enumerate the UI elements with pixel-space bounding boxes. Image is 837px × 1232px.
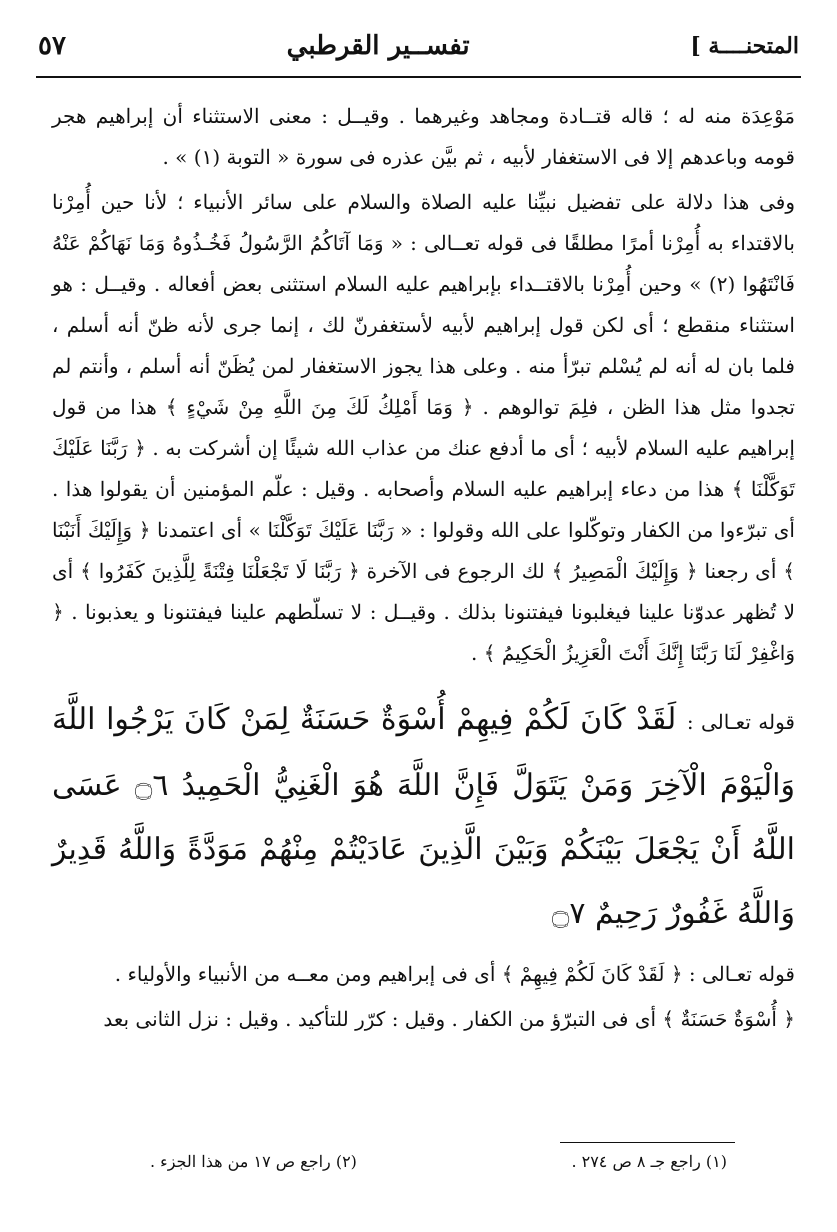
- paragraph-1: مَوْعِدَة منه له ؛ قاله قتــادة ومجاهد وغيرهما . وقيــل : معنى الاستثناء أن إبراهيم هجر قومه وباعدهم إلا فى الاستغفار لأبيه ، ثم بيَّن عذره فى سورة « التوبة (١) » .: [52, 104, 796, 169]
- commentary-1: قوله تعـالى : ﴿ لَقَدْ كَانَ لَكُمْ فِيهِمْ ﴾ أى فى إبراهيم ومن معــه من الأنبياء والأولياء .: [114, 962, 795, 986]
- footnote-2: (٢) راجع ص ١٧ من هذا الجزء .: [150, 1152, 357, 1171]
- quran-verse: [52, 688, 795, 946]
- paragraph-2: وفى هذا دلالة على تفضيل نبيِّنا عليه الصلاة والسلام على سائر الأنبياء ؛ لأنا حين أُمِرْنا بالاقتداء به أُمِرْنا أمرًا مطلقًا فى قوله تعــالى : « وَمَا آتَاكُمُ الرَّسُولُ فَخُـذُوهُ وَمَا نَهَاكُمْ عَنْهُ فَانْتَهُوا (٢) » وحين أُمِرْنا بالاقتــداء بإبراهيم عليه السلام استثنى بعض أفعاله . وقيــل : هو استثناء منقطع ؛ أى لكن قول إبراهيم لأبيه لأستغفرنّ لك ، إنما جرى لأنه ظنّ أنه أسلم ، فلما بان له أنه لم يُسْلم تبرّأ منه . وعلى هذا يجوز الاستغفار لمن يُظَنّ أنه أسلم ، وأنتم لم تجدوا مثل هذا الظن ، فلِمَ توالوهم . ﴿ وَمَا أَمْلِكُ لَكَ مِنَ اللَّهِ مِنْ شَيْءٍ ﴾ هذا من قول إبراهيم عليه السلام لأبيه ؛ أى ما أدفع عنك من عذاب الله شيئًا إن أشركت به . ﴿ رَبَّنَا عَلَيْكَ تَوَكَّلْنَا ﴾ هذا من دعاء إبراهيم عليه السلام وأصحابه . وقيل : علّم المؤمنين أن يقولوا هذا . أى تبرّءوا من الكفار وتوكّلوا على الله وقولوا : « رَبَّنَا عَلَيْكَ تَوَكَّلْنَا » أى اعتمدنا ﴿ وَإِلَيْكَ أَنَبْنَا ﴾ أى رجعنا ﴿ وَإِلَيْكَ الْمَصِيرُ ﴾ لك الرجوع فى الآخرة ﴿ رَبَّنَا لَا تَجْعَلْنَا فِتْنَةً لِلَّذِينَ كَفَرُوا ﴾ أى لا تُظهر عدوّنا علينا فيغلبونا فيفتنونا بذلك . وقيــل : لا تسلّطهم علينا فيفتنونا و يعذبونا . ﴿ وَاغْفِرْ لَنَا رَبَّنَا إِنَّكَ أَنْتَ الْعَزِيزُ الْحَكِيمُ ﴾ .: [52, 190, 796, 665]
- page-header: [38, 20, 799, 72]
- book-title: تفســير القرطبي: [286, 31, 470, 61]
- footnote-rule: [560, 1142, 735, 1143]
- header-rule: [36, 76, 801, 78]
- page-number: ٥٧: [38, 31, 66, 61]
- section-title: المتحنــــة ]: [690, 33, 799, 59]
- footnote-1: (١) راجع جـ ٨ ص ٢٧٤ .: [571, 1152, 727, 1171]
- footnotes: [150, 1152, 727, 1171]
- commentary-2: ﴿ أُسْوَةٌ حَسَنَةٌ ﴾ أى فى التبرّؤ من الكفار . وقيل : كرّر للتأكيد . وقيل : نزل الثانى بعد: [103, 1007, 795, 1031]
- verse-text: لَقَدْ كَانَ لَكُمْ فِيهِمْ أُسْوَةٌ حَسَنَةٌ لِمَنْ كَانَ يَرْجُوا اللَّهَ وَالْيَوْمَ الْآخِرَ وَمَنْ يَتَوَلَّ فَإِنَّ اللَّهَ هُوَ الْغَنِيُّ الْحَمِيدُ ۝٦ عَسَى اللَّهُ أَنْ يَجْعَلَ بَيْنَكُمْ وَبَيْنَ الَّذِينَ عَادَيْتُمْ مِنْهُمْ مَوَدَّةً وَاللَّهُ قَدِيرٌ وَاللَّهُ غَفُورٌ رَحِيمٌ ۝٧: [52, 702, 795, 931]
- verse-lead: قوله تعـالى :: [686, 710, 795, 734]
- main-text: [52, 96, 795, 1044]
